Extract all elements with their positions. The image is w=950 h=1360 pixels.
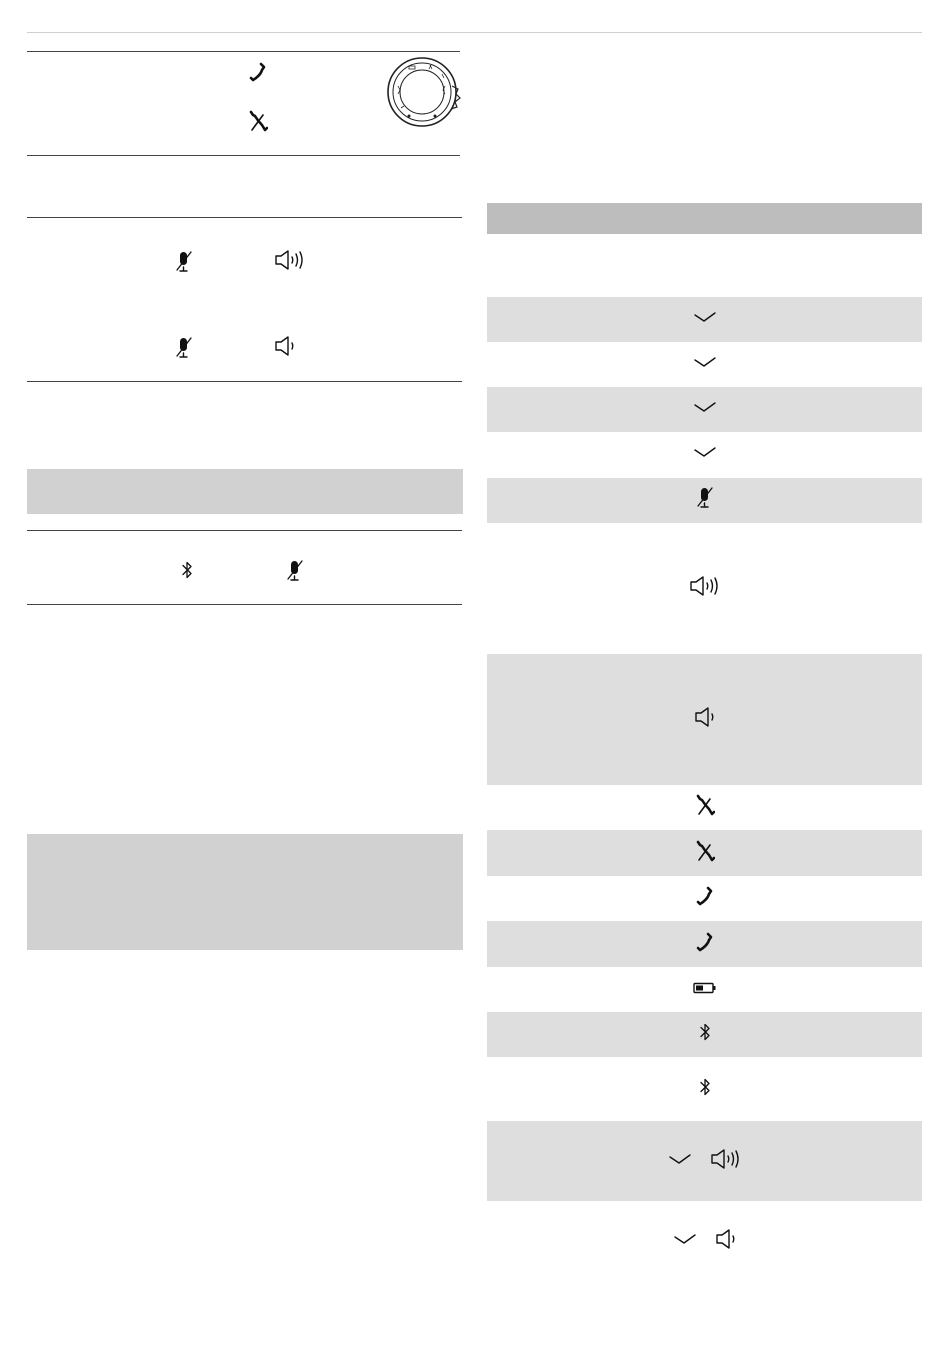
table-cell bbox=[487, 1121, 922, 1201]
table-cell bbox=[487, 1057, 922, 1121]
section-rule bbox=[27, 381, 462, 382]
table-cell bbox=[487, 342, 922, 387]
table-cell bbox=[487, 432, 922, 477]
phone-answer-icon bbox=[248, 62, 268, 82]
microphone-mute-icon bbox=[285, 559, 305, 583]
volume-up-icon bbox=[274, 249, 306, 271]
section-rule bbox=[27, 604, 462, 605]
table-header bbox=[487, 203, 922, 234]
table-row bbox=[487, 387, 922, 432]
microphone-mute-icon bbox=[174, 250, 194, 274]
bluetooth-icon bbox=[699, 1022, 711, 1047]
page-top-rule bbox=[27, 32, 922, 33]
section-rule bbox=[27, 530, 462, 531]
table-cell bbox=[487, 921, 922, 967]
table-cell bbox=[487, 387, 922, 432]
smart-button-icon bbox=[693, 310, 717, 329]
phone-hangup-icon bbox=[248, 110, 268, 132]
table-row bbox=[487, 1012, 922, 1057]
section-rule bbox=[27, 217, 462, 218]
section-rule bbox=[27, 155, 460, 156]
table-row bbox=[487, 523, 922, 654]
table-row bbox=[487, 1121, 922, 1201]
volume-up-icon bbox=[710, 1148, 742, 1175]
phone-hangup-icon bbox=[695, 840, 715, 867]
table-cell bbox=[487, 785, 922, 830]
volume-down-icon bbox=[274, 335, 296, 357]
table-row bbox=[487, 432, 922, 477]
section-rule bbox=[27, 51, 460, 52]
table-row bbox=[487, 1201, 922, 1281]
volume-down-icon bbox=[715, 1228, 737, 1255]
bluetooth-icon bbox=[181, 560, 193, 580]
microphone-mute-icon bbox=[174, 336, 194, 360]
smart-button-icon bbox=[668, 1152, 692, 1171]
table-row bbox=[487, 297, 922, 342]
table-row bbox=[487, 876, 922, 921]
table-cell bbox=[487, 876, 922, 921]
table-row bbox=[487, 967, 922, 1012]
table-cell bbox=[487, 967, 922, 1012]
note-band bbox=[27, 469, 463, 514]
bluetooth-icon bbox=[699, 1077, 711, 1102]
speakerphone-device-illustration bbox=[386, 56, 466, 128]
smart-button-icon bbox=[673, 1232, 697, 1251]
volume-up-icon bbox=[689, 575, 721, 602]
table-cell bbox=[487, 654, 922, 785]
volume-down-icon bbox=[694, 706, 716, 733]
note-band bbox=[27, 834, 463, 950]
table-row bbox=[487, 785, 922, 830]
phone-hangup-icon bbox=[695, 794, 715, 821]
table-cell bbox=[487, 1012, 922, 1057]
phone-answer-icon bbox=[695, 932, 715, 957]
table-row bbox=[487, 921, 922, 967]
table-row bbox=[487, 1057, 922, 1121]
phone-answer-icon bbox=[695, 886, 715, 911]
smart-button-icon bbox=[693, 400, 717, 419]
battery-icon bbox=[693, 981, 717, 999]
smart-button-icon bbox=[693, 355, 717, 374]
table-cell bbox=[487, 297, 922, 342]
smart-button-icon bbox=[693, 445, 717, 464]
microphone-mute-icon bbox=[695, 486, 715, 515]
table-cell bbox=[487, 478, 922, 523]
table-row bbox=[487, 654, 922, 785]
table-cell bbox=[487, 830, 922, 876]
table-cell bbox=[487, 1201, 922, 1281]
table-row bbox=[487, 342, 922, 387]
table-row bbox=[487, 478, 922, 523]
table-row bbox=[487, 830, 922, 876]
table-cell bbox=[487, 523, 922, 654]
